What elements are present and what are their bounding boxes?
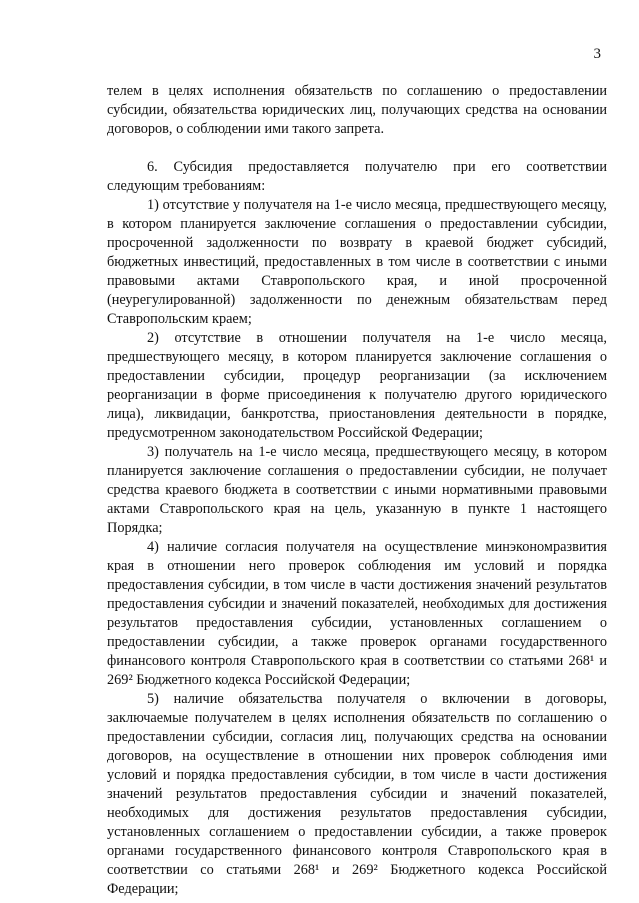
paragraph-item-6: 6. Субсидия предоставляется получателю при его соответствии следующим требованиям: <box>107 159 607 194</box>
paragraph-subitem-5: 5) наличие обязательства получателя о включении в договоры, заключаемые получателем в целях исполнения обязательств по соглашению о предоставлении субсидии, согласия лиц, получающих средства на основании договоров, на осуществление в отношении них проверок соблюдения ими условий и порядка предоставления субсидии, в том числе в части достижения значений результатов предоставления субсидии и значений показателей, необходимых для достижения результатов предоставления субсидии, установленных соглашением о предоставлении субсидии, а также проверок органами государственного финансового контроля Ставропольского края в соответствии со статьями 268¹ и 269² Бюджетного кодекса Российской Федерации; <box>107 691 607 897</box>
document-body <box>107 82 607 899</box>
page-number: 3 <box>593 46 601 62</box>
paragraph-subitem-1: 1) отсутствие у получателя на 1-е число месяца, предшествующего месяцу, в котором планируется заключение соглашения о предоставлении субсидии, просроченной задолженности по возврату в краевой бюджет субсидий, бюджетных инвестиций, предоставленных в том числе в соответствии с иными правовыми актами Ставропольского края, и иной просроченной (неурегулированной) задолженности по денежным обязательствам перед Ставропольским краем; <box>107 197 607 327</box>
paragraph-subitem-2: 2) отсутствие в отношении получателя на 1-е число месяца, предшествующего месяцу, в котором планируется заключение соглашения о предоставлении субсидии, процедур реорганизации (за исключением реорганизации в форме присоединения к получателю другого юридического лица), ликвидации, банкротства, приостановления деятельности в порядке, предусмотренном законодательством Российской Федерации; <box>107 330 607 441</box>
paragraph-subitem-3: 3) получатель на 1-е число месяца, предшествующего месяцу, в котором планируется заключение соглашения о предоставлении субсидии, не получает средства краевого бюджета в соответствии с иными нормативными правовыми актами Ставропольского края на цель, указанную в пункте 1 настоящего Порядка; <box>107 444 607 536</box>
paragraph-continuation: телем в целях исполнения обязательств по соглашению о предоставлении субсидии, обязательства юридических лиц, получающих средства на основании договоров, о соблюдении ими такого запрета. <box>107 83 607 137</box>
paragraph-subitem-4: 4) наличие согласия получателя на осуществление минэкономразвития края в отношении него проверок соблюдения им условий и порядка предоставления субсидии, в том числе в части достижения значений результатов предоставления субсидии и значений показателей, необходимых для достижения результатов предоставления субсидии, установленных соглашением о предоставлении субсидии, а также проверок органами государственного финансового контроля Ставропольского края в соответствии со статьями 268¹ и 269² Бюджетного кодекса Российской Федерации; <box>107 539 607 688</box>
